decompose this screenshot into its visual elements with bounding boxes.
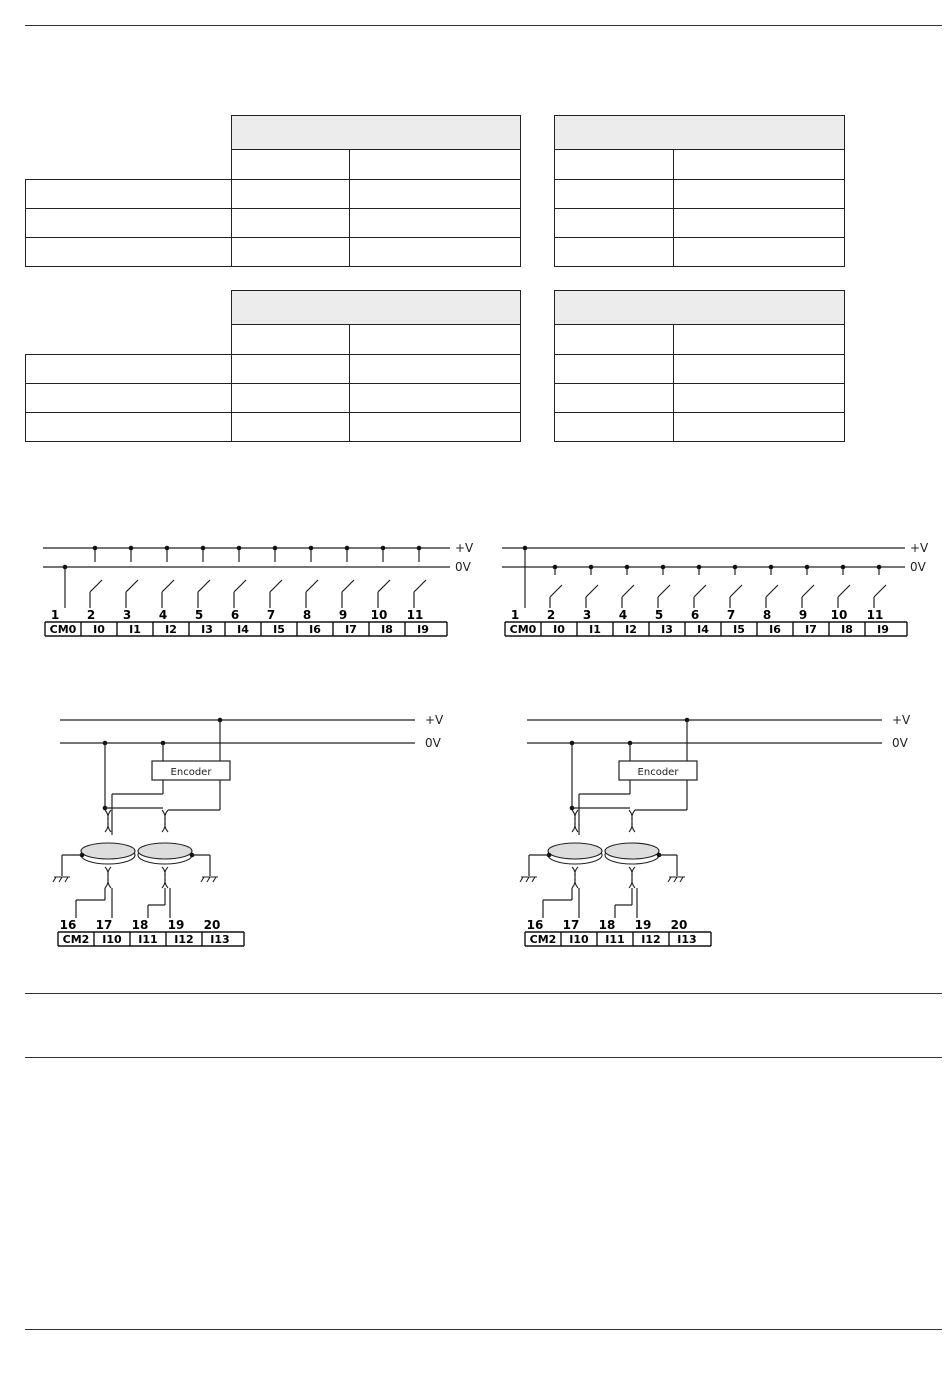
- twisted-pair: [162, 810, 168, 832]
- junction-dot: [237, 546, 242, 551]
- ground-icon: [201, 877, 218, 882]
- terminal-number: 20: [670, 918, 688, 932]
- encoder-label: Encoder: [637, 767, 679, 778]
- plus-rail-label: +V: [910, 541, 929, 555]
- terminal-label: I3: [201, 623, 213, 636]
- junction-dot: [805, 565, 810, 570]
- spec-table-1: [25, 115, 845, 267]
- junction-dot: [841, 565, 846, 570]
- terminal-label: I1: [589, 623, 601, 636]
- terminal-label: I10: [569, 933, 589, 946]
- switch-contact: [622, 585, 634, 597]
- terminal-label: I9: [417, 623, 429, 636]
- table-header-row: [26, 291, 845, 325]
- terminal-number: 6: [690, 608, 700, 622]
- switch-contact: [766, 585, 778, 597]
- terminal-label: I7: [345, 623, 357, 636]
- terminal-label: I11: [605, 933, 625, 946]
- table-row: [26, 413, 845, 442]
- terminal-label: CM2: [529, 933, 557, 946]
- twisted-pair: [105, 810, 111, 832]
- header-rule: [25, 25, 942, 26]
- junction-dot: [309, 546, 314, 551]
- junction-dot: [733, 565, 738, 570]
- junction-dot: [625, 565, 630, 570]
- terminal-label: I12: [641, 933, 661, 946]
- terminal-number: 18: [598, 918, 616, 932]
- zero-rail-label: 0V: [910, 560, 926, 574]
- switch-contact: [586, 585, 598, 597]
- switch-contact: [730, 585, 742, 597]
- terminal-number: 6: [230, 608, 240, 622]
- terminal-number: 20: [203, 918, 221, 932]
- terminal-number: 3: [122, 608, 132, 622]
- terminal-label: I6: [309, 623, 321, 636]
- plus-rail-label: +V: [892, 713, 911, 727]
- switch-contact: [802, 585, 814, 597]
- terminal-number: 2: [546, 608, 556, 622]
- section-rule-top: [25, 993, 942, 994]
- junction-dot: [129, 546, 134, 551]
- table-row: [26, 180, 845, 209]
- terminal-number: 5: [654, 608, 664, 622]
- input-wiring-diagram-right: [475, 530, 950, 645]
- terminal-label: I8: [381, 623, 393, 636]
- group-header-left: [232, 291, 521, 325]
- switch-contact: [414, 580, 426, 592]
- terminal-label: I11: [138, 933, 158, 946]
- terminal-label: I9: [877, 623, 889, 636]
- terminal-number: 10: [830, 608, 848, 622]
- terminal-number: 9: [338, 608, 348, 622]
- group-header-right: [555, 291, 845, 325]
- junction-dot: [165, 546, 170, 551]
- spec-table-2: [25, 290, 845, 442]
- ground-icon: [520, 877, 537, 882]
- plus-rail-label: +V: [455, 541, 474, 555]
- junction-dot: [697, 565, 702, 570]
- switch-contact: [550, 585, 562, 597]
- terminal-number: 8: [762, 608, 772, 622]
- terminal-number: 4: [618, 608, 628, 622]
- junction-dot: [877, 565, 882, 570]
- terminal-number: 5: [194, 608, 204, 622]
- terminal-number: 16: [59, 918, 77, 932]
- terminal-number: 8: [302, 608, 312, 622]
- terminal-number: 1: [50, 608, 60, 622]
- zero-rail-label: 0V: [892, 736, 908, 750]
- junction-dot: [345, 546, 350, 551]
- junction-dot: [63, 565, 68, 570]
- table-subheader-row: [26, 150, 845, 180]
- table-row: [26, 384, 845, 413]
- terminal-number: 9: [798, 608, 808, 622]
- table-row: [26, 238, 845, 267]
- encoder-label: Encoder: [170, 767, 212, 778]
- switch-contact: [658, 585, 670, 597]
- junction-dot: [589, 565, 594, 570]
- switch-contact: [234, 580, 246, 592]
- table-header-row: [26, 116, 845, 150]
- terminal-label: I3: [661, 623, 673, 636]
- cable-shield-hatch: [81, 843, 135, 859]
- table-row: [26, 355, 845, 384]
- terminal-label: CM0: [509, 623, 537, 636]
- junction-dot: [553, 565, 558, 570]
- group-header-left: [232, 116, 521, 150]
- terminal-label: I8: [841, 623, 853, 636]
- switch-contact: [198, 580, 210, 592]
- terminal-number: 17: [95, 918, 113, 932]
- terminal-label: I0: [93, 623, 105, 636]
- footer-rule: [25, 1329, 942, 1330]
- twisted-pair: [162, 867, 168, 888]
- group-header-right: [555, 116, 845, 150]
- terminal-label: I4: [237, 623, 249, 636]
- twisted-pair: [572, 810, 578, 832]
- encoder-wiring-diagram-right: [475, 700, 950, 960]
- terminal-label: I6: [769, 623, 781, 636]
- plus-rail-label: +V: [425, 713, 444, 727]
- terminal-number: 17: [562, 918, 580, 932]
- junction-dot: [661, 565, 666, 570]
- terminal-label: I10: [102, 933, 122, 946]
- terminal-label: CM0: [49, 623, 77, 636]
- terminal-label: I7: [805, 623, 817, 636]
- terminal-label: I0: [553, 623, 565, 636]
- twisted-pair: [572, 867, 578, 888]
- twisted-pair: [105, 867, 111, 888]
- junction-dot: [769, 565, 774, 570]
- section-rule-bottom: [25, 1057, 942, 1058]
- switch-contact: [874, 585, 886, 597]
- switch-contact: [306, 580, 318, 592]
- terminal-number: 19: [634, 918, 652, 932]
- terminal-number: 7: [726, 608, 736, 622]
- terminal-label: I13: [677, 933, 697, 946]
- table-row: [26, 209, 845, 238]
- terminal-label: I5: [733, 623, 745, 636]
- junction-dot: [381, 546, 386, 551]
- switch-contact: [838, 585, 850, 597]
- terminal-label: I4: [697, 623, 709, 636]
- cable-shield-hatch: [138, 843, 192, 859]
- terminal-label: I2: [625, 623, 637, 636]
- table-subheader-row: [26, 325, 845, 355]
- terminal-label: I5: [273, 623, 285, 636]
- switch-contact: [378, 580, 390, 592]
- terminal-number: 11: [406, 608, 424, 622]
- switch-contact: [126, 580, 138, 592]
- ground-icon: [53, 877, 70, 882]
- terminal-number: 16: [526, 918, 544, 932]
- zero-rail-label: 0V: [455, 560, 471, 574]
- terminal-number: 4: [158, 608, 168, 622]
- terminal-label: I1: [129, 623, 141, 636]
- terminal-number: 18: [131, 918, 149, 932]
- switch-contact: [270, 580, 282, 592]
- junction-dot: [93, 546, 98, 551]
- junction-dot: [273, 546, 278, 551]
- terminal-label: CM2: [62, 933, 90, 946]
- terminal-label: I2: [165, 623, 177, 636]
- cable-shield-hatch: [605, 843, 659, 859]
- twisted-pair: [629, 867, 635, 888]
- switch-contact: [694, 585, 706, 597]
- terminal-number: 10: [370, 608, 388, 622]
- junction-dot: [523, 546, 528, 551]
- terminal-number: 3: [582, 608, 592, 622]
- switch-contact: [342, 580, 354, 592]
- terminal-label: I13: [210, 933, 230, 946]
- input-wiring-diagram-left: [0, 530, 475, 645]
- terminal-label: I12: [174, 933, 194, 946]
- cable-shield-hatch: [548, 843, 602, 859]
- terminal-number: 11: [866, 608, 884, 622]
- terminal-number: 19: [167, 918, 185, 932]
- encoder-wiring-diagram-left: [0, 700, 475, 960]
- terminal-number: 1: [510, 608, 520, 622]
- junction-dot: [417, 546, 422, 551]
- switch-contact: [90, 580, 102, 592]
- twisted-pair: [629, 810, 635, 832]
- terminal-number: 2: [86, 608, 96, 622]
- junction-dot: [201, 546, 206, 551]
- switch-contact: [162, 580, 174, 592]
- zero-rail-label: 0V: [425, 736, 441, 750]
- terminal-number: 7: [266, 608, 276, 622]
- ground-icon: [668, 877, 685, 882]
